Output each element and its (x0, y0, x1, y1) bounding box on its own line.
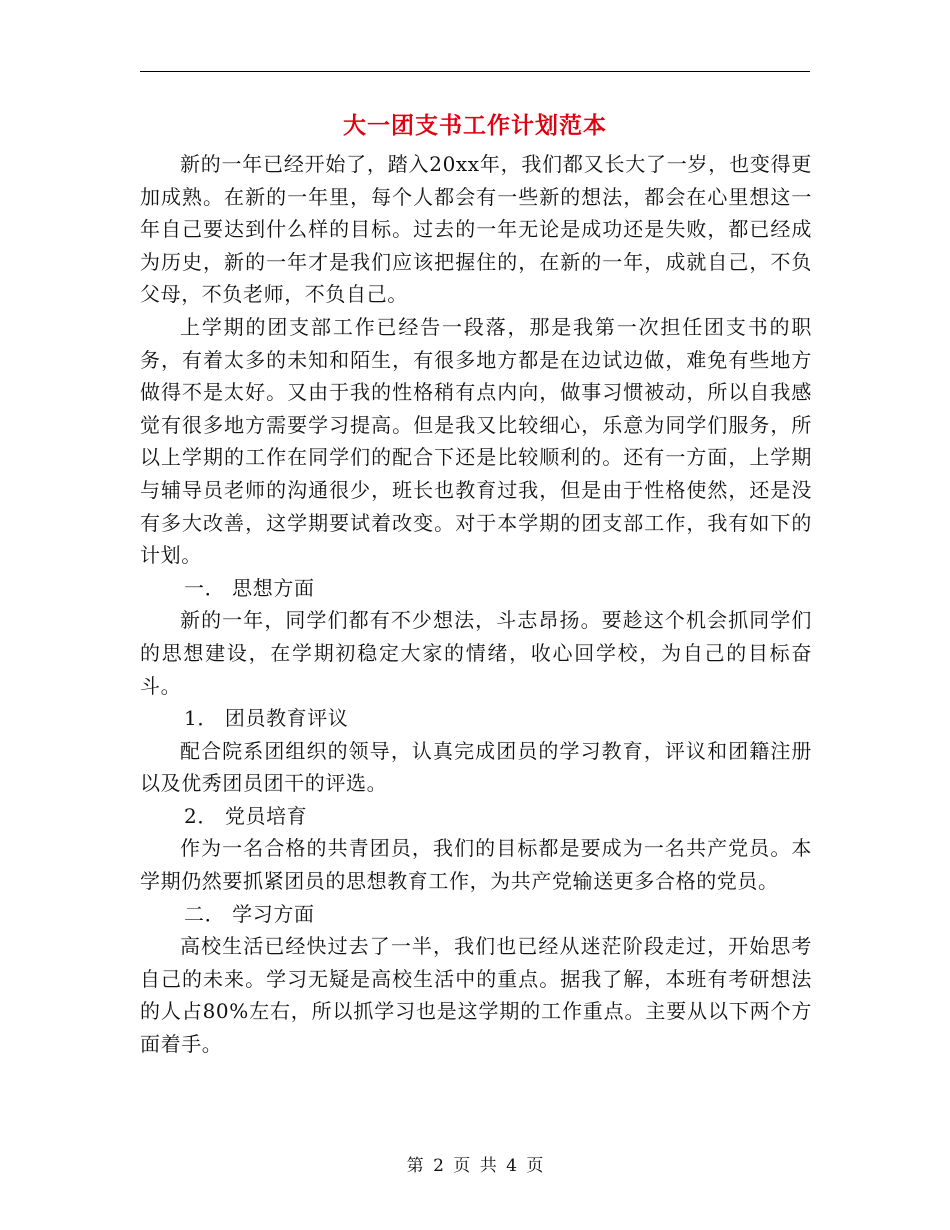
party-training-paragraph: 作为一名合格的共青团员，我们的目标都是要成为一名共产党员。本学期仍然要抓紧团员的思想教育工作，为共产党输送更多合格的党员。 (140, 836, 812, 894)
header-rule (140, 71, 810, 72)
document-body (140, 148, 812, 1061)
section-heading-thought: 一． 思想方面 (184, 575, 315, 600)
section-heading-study: 二． 学习方面 (184, 901, 315, 926)
member-evaluation-paragraph: 配合院系团组织的领导，认真完成团员的学习教育，评议和团籍注册以及优秀团员团干的评选。 (140, 738, 812, 796)
subheading-party-training: 2． 党员培育 (184, 803, 308, 828)
intro-paragraph: 新的一年已经开始了，踏入20xx年，我们都又长大了一岁，也变得更加成熟。在新的一年里，每个人都会有一些新的想法，都会在心里想这一年自己要达到什么样的目标。过去的一年无论是成功还是失败，都已经成为历史，新的一年才是我们应该把握住的，在新的一年，成就自己，不负父母，不负老师，不负自己。 (140, 152, 812, 307)
thought-paragraph: 新的一年，同学们都有不少想法，斗志昂扬。要趁这个机会抓同学们的思想建设，在学期初稳定大家的情绪，收心回学校，为自己的目标奋斗。 (140, 608, 812, 698)
study-paragraph: 高校生活已经快过去了一半，我们也已经从迷茫阶段走过，开始思考自己的未来。学习无疑是高校生活中的重点。据我了解，本班有考研想法的人占80%左右，所以抓学习也是这学期的工作重点。主要从以下两个方面着手。 (140, 934, 812, 1057)
page-footer: 第 2 页 共 4 页 (406, 1156, 544, 1176)
review-paragraph: 上学期的团支部工作已经告一段落，那是我第一次担任团支书的职务，有着太多的未知和陌生，有很多地方都是在边试边做，难免有些地方做得不是太好。又由于我的性格稍有点内向，做事习惯被动，所以自我感觉有很多地方需要学习提高。但是我又比较细心，乐意为同学们服务，所以上学期的工作在同学们的配合下还是比较顺利的。还有一方面，上学期与辅导员老师的沟通很少，班长也教育过我，但是由于性格使然，还是没有多大改善，这学期要试着改变。对于本学期的团支部工作，我有如下的计划。 (140, 314, 812, 568)
subheading-member-evaluation: 1． 团员教育评议 (184, 706, 349, 731)
document-title: 大一团支书工作计划范本 (343, 112, 607, 139)
